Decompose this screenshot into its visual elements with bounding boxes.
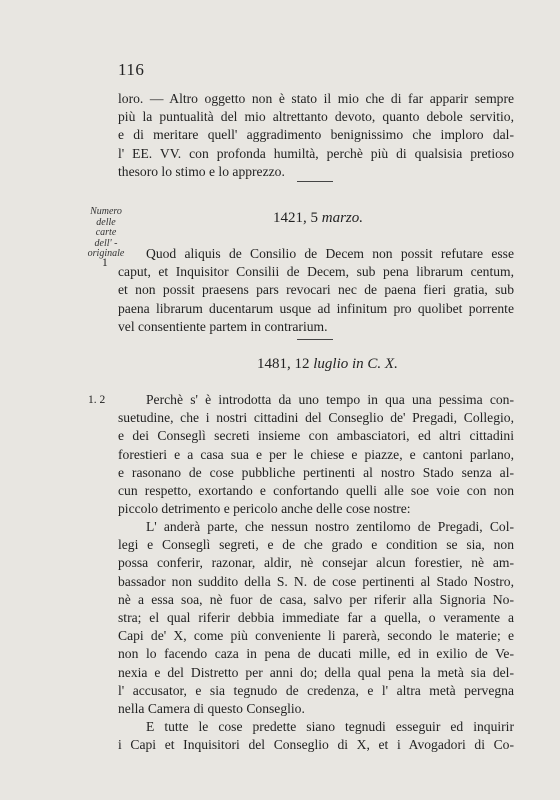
section-2-paragraph-3 — [118, 718, 514, 754]
section-date-heading — [257, 356, 398, 373]
text-line: Perchè s' è introdotta da uno tempo in qua una pessima con- — [146, 392, 514, 407]
section-2-paragraph-1 — [118, 391, 514, 518]
text-line: e rasonano de cose pubbliche pertinenti al nostro Stado senza al- — [118, 464, 514, 480]
date-text: 1481, 12 — [257, 356, 310, 372]
text-line: nè a essa soa, nè fuor de casa, salvo per riferir alla Signoria No- — [118, 591, 514, 607]
margin-note-line: Numero — [90, 206, 122, 217]
text-line: legi e Conseglì segreti, e de che grado e condition se sia, non — [118, 537, 514, 553]
text-line: cun respetto, exortando e confortando quelli alle soe voie con non — [118, 483, 514, 499]
text-line: caput, et Inquisitor Consilii de Decem, sub pena librarum centum, — [118, 264, 514, 280]
text-line: nella Camera di questo Conseglio. — [118, 701, 305, 717]
date-italic: luglio in C. X. — [313, 356, 398, 372]
text-line: possa conferir, razonar, aldir, nè consejar alcun forestier, nè am- — [118, 555, 514, 571]
text-line: e dei Conseglì secreti insieme con ambasciatori, ed altri cittadini — [118, 428, 514, 444]
margin-entry-number: 1. 2 — [88, 394, 106, 406]
text-line: Capi de' X, come più conveniente li parerà, secondo le materie; e — [118, 628, 514, 644]
date-italic: marzo. — [321, 210, 364, 226]
margin-entry-number: 1 — [102, 257, 108, 269]
margin-note-line: originale — [87, 248, 125, 259]
text-line: bassador non suddito della S. N. de cose pertinenti al Stado Nostro, — [118, 573, 514, 589]
section-1-text — [118, 245, 514, 336]
text-line: paena librarum ducentarum usque ad infinitum pro quolibet porrente — [118, 300, 514, 316]
section-divider — [297, 181, 333, 182]
section-2-paragraph-2 — [118, 518, 514, 718]
text-line: l' accusator, e sia tegnudo de credenza, e l' altra metà pervegna — [118, 682, 514, 698]
text-line: i Capi et Inquisitori del Conseglio di X, et i Avogadori di Co- — [118, 737, 514, 753]
section-date-heading — [273, 210, 363, 227]
text-line: nexia e del Distretto per anni do; della qual pena la metà sia del- — [118, 664, 514, 680]
text-line: E tutte le cose predette siano tegnudi esseguir ed inquirir — [146, 719, 514, 734]
text-line: suetudine, che i nostri cittadini del Conseglio de' Pregadi, Collegio, — [118, 410, 514, 426]
date-text: 1421, 5 — [273, 210, 318, 226]
text-line: stra; el qual riferir debbia immediate far a quella, o veramente a — [118, 610, 514, 626]
text-line: piccolo detrimento e pericolo anche delle cose nostre: — [118, 501, 411, 517]
text-line: Quod aliquis de Consilio de Decem non possit refutare esse — [146, 246, 514, 261]
text-line: forestieri e a casa sua e per le chiese e piazze, e cantoni parlano, — [118, 446, 514, 462]
text-line: et non possit praesens pars revocari nec de paena fieri gratia, sub — [118, 282, 514, 298]
text-line: loro. — Altro oggetto non è stato il mio che di far apparir sempre — [118, 91, 514, 106]
text-line: vel consentiente partem in contrarium. — [118, 318, 328, 334]
margin-note-line: delle — [96, 216, 116, 228]
text-line: più la puntualità del mio altrettanto devoto, quanto debole servitio, — [118, 109, 514, 125]
margin-note-line: carte — [95, 227, 117, 238]
page-number: 116 — [118, 60, 145, 79]
text-line: L' anderà parte, che nessun nostro zentilomo de Pregadi, Col- — [146, 519, 514, 534]
text-line: thesoro lo stimo e lo apprezzo. — [118, 163, 285, 179]
section-divider — [297, 339, 333, 340]
text-line: l' EE. VV. con profonda humiltà, perchè più di qualsisia pretioso — [118, 145, 514, 161]
text-line: e di meritare quell' aggradimento benignissimo che imploro dal- — [118, 127, 514, 143]
margin-note-line: dell' - — [94, 237, 118, 249]
closing-paragraph — [118, 90, 514, 181]
text-line: non lo facendo caza in pena de ducati mille, ed in exilio de Ve- — [118, 646, 514, 662]
